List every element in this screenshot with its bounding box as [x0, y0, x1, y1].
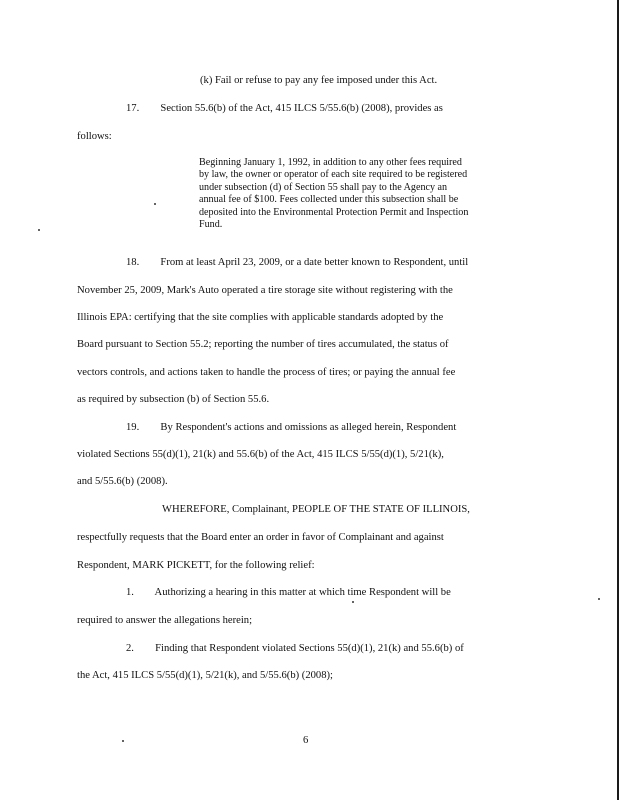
relief1-line2: required to answer the allegations herein;: [77, 615, 253, 626]
scan-speck: [122, 740, 124, 742]
scan-edge-line: [617, 0, 619, 800]
para18-line5: vectors controls, and actions taken to handle the process of tires; or paying the annual fee: [77, 367, 456, 378]
para17-line1: 17. Section 55.6(b) of the Act, 415 ILCS 5/55.6(b) (2008), provides as: [126, 103, 443, 114]
para19-line2: violated Sections 55(d)(1), 21(k) and 55.6(b) of the Act, 415 ILCS 5/55(d)(1), 5/21(k),: [77, 449, 444, 460]
quote-line: annual fee of $100. Fees collected under this subsection shall be: [199, 194, 459, 206]
para18-line4: Board pursuant to Section 55.2; reporting the number of tires accumulated, the status of: [77, 339, 449, 350]
quote-line: under subsection (d) of Section 55 shall pay to the Agency an: [199, 181, 448, 193]
relief2-line1: 2. Finding that Respondent violated Sections 55(d)(1), 21(k) and 55.6(b) of: [126, 643, 464, 654]
scan-speck: [38, 229, 40, 231]
scan-speck: [352, 601, 354, 603]
page-number: 6: [303, 735, 309, 746]
quote-line: deposited into the Environmental Protection Permit and Inspection: [199, 206, 469, 218]
para18-line6: as required by subsection (b) of Section 55.6.: [77, 394, 270, 405]
quote-line: Fund.: [199, 219, 223, 231]
scan-speck: [598, 598, 600, 600]
wherefore-line1: WHEREFORE, Complainant, PEOPLE OF THE STATE OF ILLINOIS,: [162, 504, 470, 515]
para18-line1: 18. From at least April 23, 2009, or a date better known to Respondent, until: [126, 257, 469, 268]
para18-line2: November 25, 2009, Mark's Auto operated a tire storage site without registering with the: [77, 285, 453, 296]
block-quote: [199, 157, 468, 231]
para19-line3: and 5/55.6(b) (2008).: [77, 476, 168, 487]
para17-line2: follows:: [77, 131, 112, 142]
wherefore-line3: Respondent, MARK PICKETT, for the following relief:: [77, 560, 315, 571]
item-k-text: (k) Fail or refuse to pay any fee imposed under this Act.: [200, 75, 438, 86]
para18-line3: Illinois EPA: certifying that the site complies with applicable standards adopted by the: [77, 312, 444, 323]
para19-line1: 19. By Respondent's actions and omissions as alleged herein, Respondent: [126, 422, 457, 433]
scan-speck: [154, 203, 156, 205]
relief1-line1: 1. Authorizing a hearing in this matter at which time Respondent will be: [126, 587, 451, 598]
relief2-line2: the Act, 415 ILCS 5/55(d)(1), 5/21(k), and 5/55.6(b) (2008);: [77, 670, 333, 681]
wherefore-line2: respectfully requests that the Board enter an order in favor of Complainant and against: [77, 532, 444, 543]
quote-line: by law, the owner or operator of each site required to be registered: [199, 169, 468, 181]
quote-line: Beginning January 1, 1992, in addition to any other fees required: [199, 157, 462, 168]
